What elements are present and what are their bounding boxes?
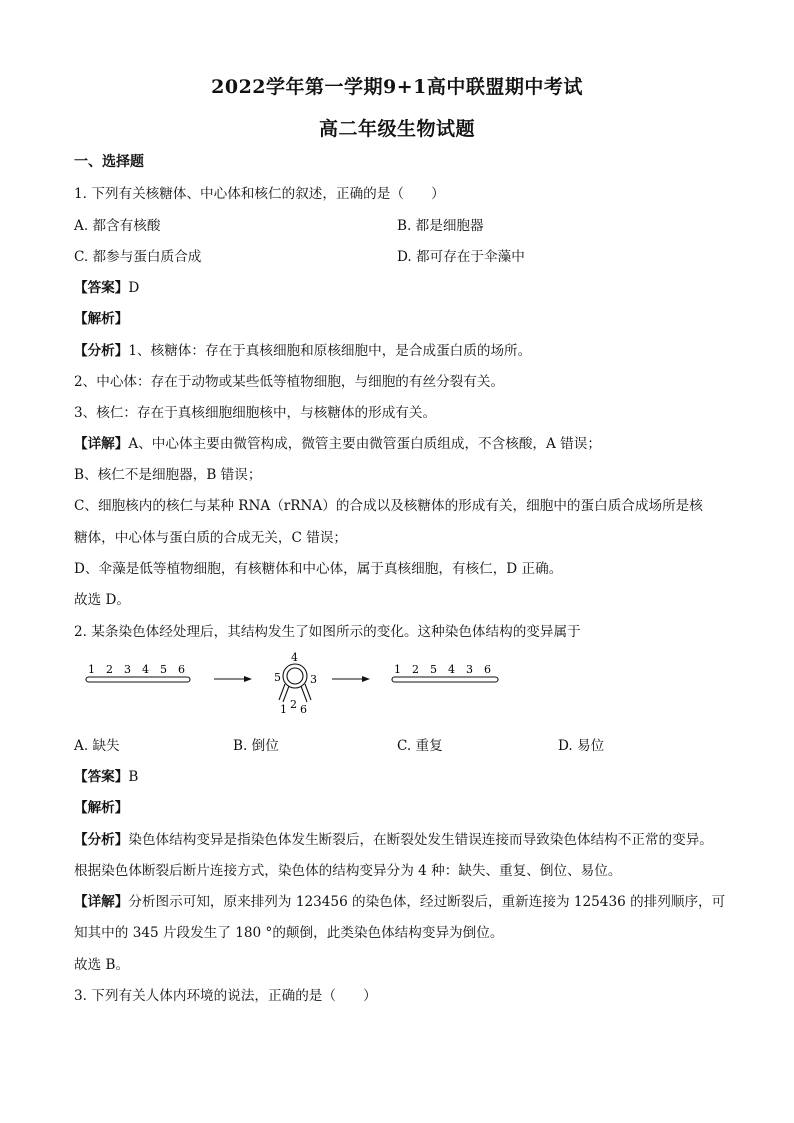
exam-subtitle: 高二年级生物试题 xyxy=(318,118,475,140)
q1-stem: 1. 下列有关核糖体、中心体和核仁的叙述，正确的是（ ） xyxy=(74,186,445,202)
arrow-head-icon xyxy=(244,676,252,682)
q1-option-b: B. 都是细胞器 xyxy=(397,218,484,234)
section-heading: 一、选择题 xyxy=(74,154,144,170)
gene-label: 2 xyxy=(412,663,419,676)
q2-analysis-line: 根据染色体断裂后断片连接方式，染色体的结构变异分为 4 种：缺失、重复、倒位、易位。 xyxy=(74,863,622,879)
q2-option-d: D. 易位 xyxy=(558,738,605,754)
q2-option-a: A. 缺失 xyxy=(74,738,120,754)
q2-analysis-line: 故选 B。 xyxy=(74,957,130,973)
q2-option-c: C. 重复 xyxy=(397,738,443,754)
gene-label: 3 xyxy=(124,663,131,676)
q1-analysis-label: 【解析】 xyxy=(74,311,129,327)
gene-label: 1 xyxy=(394,663,401,676)
q1-analysis-line: 3、核仁：存在于真核细胞细胞核中，与核糖体的形成有关。 xyxy=(74,405,437,421)
q1-analysis-line: B、核仁不是细胞器，B 错误； xyxy=(74,467,262,483)
q1-analysis-line: 故选 D。 xyxy=(74,592,131,608)
q2-analysis-line: 知其中的 345 片段发生了 180 °的颠倒，此类染色体结构变异为倒位。 xyxy=(74,925,504,941)
arrow-head-icon xyxy=(362,676,370,682)
q1-analysis-line: 2、中心体：存在于动物或某些低等植物细胞，与细胞的有丝分裂有关。 xyxy=(74,374,505,390)
chromosome-after xyxy=(392,677,498,682)
q1-option-a: A. 都含有核酸 xyxy=(74,218,161,234)
q1-option-c: C. 都参与蛋白质合成 xyxy=(74,249,202,265)
gene-label: 6 xyxy=(178,663,185,676)
chromosome-before xyxy=(86,677,190,682)
gene-label: 5 xyxy=(274,671,281,684)
q1-option-d: D. 都可存在于伞藻中 xyxy=(397,249,525,265)
q1-answer: 【答案】D xyxy=(74,280,140,296)
q1-analysis-line: D、伞藻是低等植物细胞，有核糖体和中心体，属于真核细胞，有核仁，D 正确。 xyxy=(74,561,563,577)
q1-analysis-line: 【详解】A、中心体主要由微管构成，微管主要由微管蛋白质组成，不含核酸，A 错误； xyxy=(74,436,601,452)
gene-label: 5 xyxy=(160,663,167,676)
gene-label: 6 xyxy=(300,703,307,716)
gene-label: 1 xyxy=(88,663,95,676)
gene-label: 4 xyxy=(448,663,455,676)
chromosome-inversion-figure xyxy=(80,650,520,720)
gene-label: 5 xyxy=(430,663,437,676)
gene-label: 1 xyxy=(280,703,287,716)
gene-label: 3 xyxy=(466,663,473,676)
q2-analysis-label: 【解析】 xyxy=(74,800,129,816)
chromosome-loop-inner xyxy=(287,668,303,684)
q1-analysis-line: C、细胞核内的核仁与某种 RNA（rRNA）的合成以及核糖体的形成有关，细胞中的蛋白质合成场所是核 xyxy=(74,498,703,514)
q2-analysis-line: 【详解】分析图示可知，原来排列为 123456 的染色体，经过断裂后，重新连接为 125436 的排列顺序，可 xyxy=(74,894,726,910)
q1-analysis-line: 糖体，中心体与蛋白质的合成无关，C 错误； xyxy=(74,530,348,546)
gene-label: 2 xyxy=(290,698,297,711)
gene-label: 3 xyxy=(310,673,317,686)
gene-label: 2 xyxy=(106,663,113,676)
q2-answer: 【答案】B xyxy=(74,769,139,785)
q2-stem: 2. 某条染色体经处理后，其结构发生了如图所示的变化。这种染色体结构的变异属于 xyxy=(74,624,581,640)
gene-label: 4 xyxy=(142,663,149,676)
gene-label: 4 xyxy=(291,651,298,664)
q1-analysis-line: 【分析】1、核糖体：存在于真核细胞和原核细胞中，是合成蛋白质的场所。 xyxy=(74,343,532,359)
q3-stem: 3. 下列有关人体内环境的说法，正确的是（ ） xyxy=(74,988,377,1004)
q2-analysis-line: 【分析】染色体结构变异是指染色体发生断裂后，在断裂处发生错误连接而导致染色体结构不正常的变异。 xyxy=(74,832,713,848)
gene-label: 6 xyxy=(484,663,491,676)
exam-title: 2022学年第一学期9+1高中联盟期中考试 xyxy=(211,76,583,98)
q2-option-b: B. 倒位 xyxy=(233,738,279,754)
